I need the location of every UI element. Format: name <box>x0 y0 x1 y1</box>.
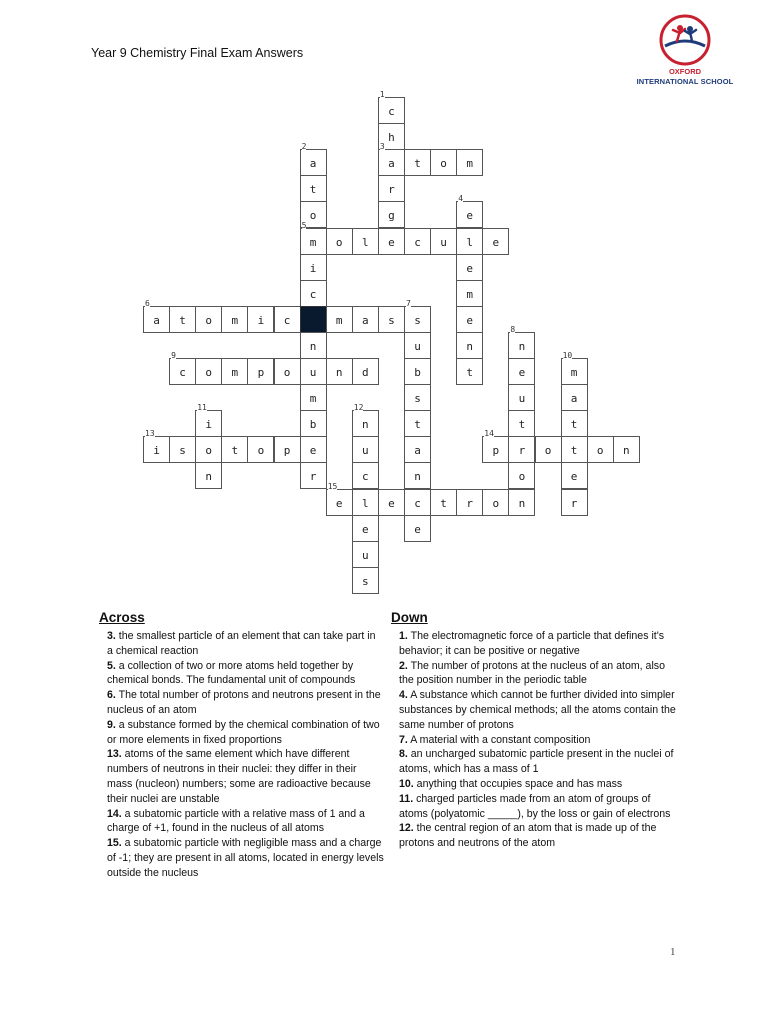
clue-number: 5. <box>107 659 116 672</box>
clue-text: The total number of protons and neutrons present in the nucleus of an atom <box>107 689 381 716</box>
cell-letter: c <box>414 235 421 249</box>
crossword-cell <box>456 306 483 333</box>
cell-letter: e <box>414 522 421 536</box>
crossword-cell <box>352 436 379 463</box>
clue-text: atoms of the same element which have different numbers of neutrons in their nuclei: they differ in their mass (nucleon) numbers; some are radioactive because their nuclei are unstable <box>107 748 371 805</box>
crossword-cell <box>561 436 588 463</box>
down-clue <box>391 821 676 851</box>
cell-letter: r <box>570 496 578 510</box>
cell-letter: a <box>570 392 578 406</box>
cell-letter: r <box>518 444 526 458</box>
clue-text: The electromagnetic force of a particle that defines it's behavior; it can be positive or negative <box>399 630 665 657</box>
crossword-cell <box>404 332 431 359</box>
across-clue <box>99 807 384 837</box>
clue-number: 8 <box>510 324 516 334</box>
school-logo <box>630 14 740 94</box>
cell-letter: a <box>309 157 317 171</box>
clue-number: 7. <box>399 733 408 746</box>
cell-letter: p <box>257 366 265 379</box>
clue-text: The number of protons at the nucleus of an atom, also the position number in the periodic table <box>399 659 665 687</box>
crossword-cell <box>508 324 535 359</box>
down-clue <box>391 659 676 689</box>
cell-letter: c <box>388 105 395 118</box>
crossword-cell <box>143 298 170 333</box>
clue-number: 6 <box>145 298 150 308</box>
cell-letter: i <box>153 444 160 458</box>
clue-number: 11. <box>399 792 414 805</box>
crossword-cell <box>587 436 614 463</box>
cell-letter: n <box>205 470 212 484</box>
crossword-cell <box>274 358 301 385</box>
crossword-cell <box>404 149 431 176</box>
clue-text: A substance which cannot be further divided into simpler substances by chemical methods; all the atoms contain the same number of protons <box>399 689 676 731</box>
cell-letter: o <box>283 366 291 379</box>
crossword-cell <box>274 436 301 463</box>
crossword-cell <box>300 462 327 489</box>
clue-number: 2. <box>399 659 408 672</box>
cell-letter: m <box>466 157 473 171</box>
cell-letter: i <box>309 261 317 275</box>
cell-letter: e <box>466 261 473 275</box>
cell-letter: t <box>179 313 186 327</box>
crossword-cell <box>404 462 431 489</box>
document-title: Year 9 Chemistry Final Exam Answers <box>91 46 304 60</box>
crossword-cell <box>352 541 379 568</box>
cell-letter: h <box>388 131 395 145</box>
cell-letter: n <box>466 339 473 353</box>
cell-letter: s <box>361 574 369 588</box>
cell-letter: s <box>179 444 186 458</box>
crossword-cell <box>535 436 562 463</box>
crossword-cell <box>326 481 353 516</box>
cell-letter: m <box>231 313 239 327</box>
cell-letter: m <box>231 366 239 379</box>
crossword-cell <box>169 306 196 333</box>
clue-number: 1. <box>399 630 408 642</box>
clue-number: 15 <box>327 481 338 491</box>
cell-letter: a <box>414 444 421 458</box>
cell-letter: o <box>205 313 212 327</box>
crossword-cell <box>430 228 457 255</box>
cell-letter: l <box>466 235 473 249</box>
cell-letter: a <box>388 157 395 171</box>
crossword-cell <box>352 489 379 516</box>
across-clues <box>99 610 384 881</box>
clue-number: 4. <box>399 689 408 702</box>
cell-letter: o <box>440 157 447 171</box>
cell-letter: t <box>466 366 473 379</box>
cell-letter: t <box>309 183 317 197</box>
cell-letter: r <box>466 496 473 510</box>
crossword-cell <box>404 358 431 385</box>
cell-letter: e <box>518 366 526 379</box>
crossword-cell <box>404 489 431 516</box>
cell-letter: l <box>361 496 369 510</box>
crossword-cell <box>561 384 588 411</box>
crossword-cell <box>456 254 483 281</box>
cell-letter: e <box>361 522 369 536</box>
school-logo-icon <box>655 14 715 66</box>
cell-letter: n <box>518 339 526 353</box>
crossword-cell <box>378 489 405 516</box>
crossword-cell <box>482 489 509 516</box>
crossword-cell <box>508 358 535 385</box>
cell-letter: o <box>596 444 604 458</box>
cell-letter: m <box>466 287 473 301</box>
logo-arc <box>665 41 705 46</box>
clue-number: 13 <box>145 429 155 439</box>
clue-text: a subatomic particle with a relative mass of 1 and a charge of +1, found in the nucleus of all atoms <box>107 807 365 835</box>
crossword-black-cell <box>300 306 327 333</box>
logo-figure-body-blue <box>685 30 696 41</box>
crossword-cell <box>561 351 588 385</box>
cell-letter: e <box>388 496 395 510</box>
across-clue-list <box>99 629 384 881</box>
crossword-cell <box>300 280 327 307</box>
down-clue <box>391 777 676 792</box>
crossword-cell <box>404 228 431 255</box>
cell-letter: c <box>361 470 369 484</box>
cell-letter: t <box>231 444 239 458</box>
cell-letter: e <box>335 496 343 510</box>
crossword-cell <box>561 489 588 516</box>
crossword-cell <box>456 194 483 228</box>
crossword-cell <box>378 201 405 228</box>
clue-number: 14 <box>484 429 494 439</box>
down-clue <box>391 792 676 822</box>
cell-letter: s <box>414 313 421 327</box>
clue-text: anything that occupies space and has mass <box>413 777 623 790</box>
crossword-cell <box>352 567 379 594</box>
clue-text: a substance formed by the chemical combination of two or more elements in fixed proportions <box>107 718 380 746</box>
cell-letter: c <box>179 366 186 379</box>
cell-letter: e <box>309 444 317 458</box>
crossword-cell <box>456 489 483 516</box>
clue-text: charged particles made from an atom of groups of atoms (polyatomic _____), by the loss or gain of electrons <box>399 792 671 820</box>
cell-letter: t <box>414 418 421 432</box>
crossword-cell <box>352 462 379 489</box>
across-clue <box>99 629 384 659</box>
cell-letter: c <box>283 313 291 327</box>
clue-text: an uncharged subatomic particle present in the nuclei of atoms, which has a mass of 1 <box>399 748 674 776</box>
crossword-cell <box>404 515 431 542</box>
crossword-cell <box>143 429 170 463</box>
across-clue <box>99 747 384 806</box>
cell-letter: u <box>361 548 369 562</box>
clue-number: 3. <box>107 630 116 642</box>
crossword-cell <box>300 175 327 202</box>
crossword-cell <box>169 436 196 463</box>
crossword-cell <box>169 351 196 385</box>
cell-letter: r <box>309 470 317 484</box>
cell-letter: e <box>466 209 473 223</box>
crossword-cell <box>456 228 483 255</box>
cell-letter: r <box>388 183 395 197</box>
crossword-cell <box>613 436 640 463</box>
cell-letter: i <box>205 418 212 432</box>
cell-letter: n <box>518 496 526 510</box>
crossword-cell <box>456 149 483 176</box>
crossword-cell <box>300 254 327 281</box>
clue-number: 11 <box>197 403 207 413</box>
cell-letter: s <box>388 313 395 327</box>
down-clue <box>391 629 676 659</box>
cell-letter: b <box>414 366 421 379</box>
cell-letter: c <box>309 287 317 301</box>
crossword-cell <box>508 436 535 463</box>
clue-text: the smallest particle of an element that can take part in a chemical reaction <box>107 630 376 657</box>
crossword-cell <box>378 306 405 333</box>
clue-number: 9 <box>171 351 176 360</box>
crossword-cell <box>430 489 457 516</box>
crossword-cell <box>300 142 327 176</box>
cell-letter: e <box>570 470 578 484</box>
cell-letter: u <box>518 392 526 406</box>
clue-number: 5 <box>301 220 307 230</box>
crossword-cell <box>300 220 327 255</box>
clue-number: 6. <box>107 689 116 702</box>
crossword-cell <box>300 358 327 385</box>
crossword-cell <box>247 436 274 463</box>
cell-letter: p <box>492 444 500 458</box>
cell-letter: l <box>361 235 369 249</box>
across-clue <box>99 718 384 748</box>
crossword-cell <box>326 358 353 385</box>
cell-letter: n <box>622 444 630 458</box>
crossword-cell <box>326 228 353 255</box>
crossword-cell <box>508 384 535 411</box>
crossword-cell <box>482 228 509 255</box>
clue-number: 12. <box>399 822 414 835</box>
crossword-cell <box>195 358 222 385</box>
crossword-cell <box>195 462 222 489</box>
clue-number: 12 <box>353 403 364 413</box>
crossword-cell <box>221 358 248 385</box>
crossword-cell <box>326 306 353 333</box>
cell-letter: t <box>414 157 421 171</box>
cell-letter: o <box>205 444 212 458</box>
cell-letter: p <box>283 444 291 458</box>
clue-text: A material with a constant composition <box>407 733 591 746</box>
crossword-cell <box>195 436 222 463</box>
cell-letter: s <box>414 392 421 406</box>
crossword-cell <box>247 306 274 333</box>
clue-text: a collection of two or more atoms held together by chemical bonds. The fundamental unit of compounds <box>107 659 356 687</box>
cell-letter: m <box>335 313 343 327</box>
crossword-cell <box>456 358 483 385</box>
cell-letter: o <box>205 366 212 379</box>
cell-letter: n <box>361 418 369 432</box>
cell-letter: t <box>440 496 447 510</box>
crossword-cell <box>352 306 379 333</box>
crossword-cell <box>508 462 535 489</box>
crossword-cell <box>300 436 327 463</box>
cell-letter: e <box>492 235 500 249</box>
crossword-cell <box>274 306 301 333</box>
clue-number: 3 <box>379 142 385 152</box>
crossword-cell <box>221 436 248 463</box>
crossword-cell <box>508 489 535 516</box>
down-clue <box>391 733 676 748</box>
cell-letter: t <box>518 418 526 432</box>
cell-letter: e <box>466 313 473 327</box>
down-clue <box>391 747 676 777</box>
cell-letter: o <box>257 444 265 458</box>
down-clues <box>391 610 676 851</box>
cell-letter: g <box>388 209 395 223</box>
crossword-cell <box>352 358 379 385</box>
cell-letter: d <box>361 366 369 379</box>
clue-number: 4 <box>458 194 464 204</box>
crossword-cell <box>352 228 379 255</box>
cell-letter: i <box>257 313 265 327</box>
crossword-cell <box>300 410 327 437</box>
logo-figure-body-red <box>673 29 685 41</box>
clue-number: 8. <box>399 748 408 761</box>
crossword-cell <box>456 280 483 307</box>
cell-letter: a <box>153 313 160 327</box>
clue-number: 10. <box>399 777 414 790</box>
crossword-cell <box>378 142 405 176</box>
cell-letter: u <box>414 339 421 353</box>
down-clue <box>391 688 676 732</box>
across-clue <box>99 659 384 689</box>
crossword-cell <box>300 332 327 359</box>
crossword-cell <box>404 384 431 411</box>
cell-letter: b <box>309 418 317 432</box>
cell-letter: n <box>309 339 317 353</box>
across-heading: Across <box>99 610 145 625</box>
crossword-cell <box>404 410 431 437</box>
crossword-cell <box>404 298 431 333</box>
across-clue <box>99 836 384 880</box>
clue-number: 10 <box>562 351 573 360</box>
crossword-cell <box>561 410 588 437</box>
cell-letter: c <box>414 496 421 510</box>
crossword-cell <box>221 306 248 333</box>
cell-letter: t <box>570 444 578 458</box>
crossword-cell <box>561 462 588 489</box>
cell-letter: u <box>309 366 317 379</box>
crossword-cell <box>378 228 405 255</box>
cell-letter: a <box>361 313 369 327</box>
across-clue <box>99 688 384 718</box>
down-clue-list <box>391 629 676 851</box>
cell-letter: e <box>388 235 395 249</box>
clue-text: the central region of an atom that is made up of the protons and neutrons of the atom <box>399 822 657 850</box>
crossword-cell <box>247 358 274 385</box>
cell-letter: o <box>335 235 343 249</box>
clue-number: 1 <box>379 90 385 99</box>
crossword-cell <box>482 429 509 463</box>
cell-letter: m <box>570 366 578 379</box>
cell-letter: u <box>361 444 369 458</box>
cell-letter: o <box>492 496 500 510</box>
crossword-cell <box>378 175 405 202</box>
cell-letter: o <box>544 444 552 458</box>
crossword-cell <box>352 515 379 542</box>
clue-number: 13. <box>107 748 122 761</box>
crossword-cell <box>508 410 535 437</box>
crossword-cell <box>195 403 222 437</box>
clue-number: 14. <box>107 807 122 820</box>
crossword-cell <box>300 384 327 411</box>
crossword-cell <box>352 403 379 437</box>
cell-letter: n <box>335 366 343 379</box>
crossword-cell <box>456 332 483 359</box>
cell-letter: o <box>518 470 526 484</box>
cell-letter: t <box>570 418 578 432</box>
cell-letter: o <box>309 209 317 223</box>
crossword-cell <box>430 149 457 176</box>
cell-letter: m <box>309 235 317 249</box>
clue-number: 2 <box>301 142 307 152</box>
page-number: 1 <box>670 946 676 958</box>
cell-letter: n <box>414 470 421 484</box>
clue-number: 9. <box>107 718 116 731</box>
cell-letter: m <box>309 392 317 406</box>
crossword-cell <box>378 90 405 124</box>
clue-number: 7 <box>406 298 411 308</box>
crossword-cell <box>404 436 431 463</box>
cell-letter: u <box>440 235 447 249</box>
clue-number: 15. <box>107 837 122 850</box>
crossword-cell <box>195 306 222 333</box>
logo-text-oxford: OXFORD <box>668 67 702 76</box>
down-heading: Down <box>391 610 428 625</box>
clue-text: a subatomic particle with negligible mass and a charge of -1; they are present in all atoms, located in energy levels outside the nucleus <box>107 837 384 879</box>
logo-text-international-school: INTERNATIONAL SCHOOL <box>636 77 734 86</box>
